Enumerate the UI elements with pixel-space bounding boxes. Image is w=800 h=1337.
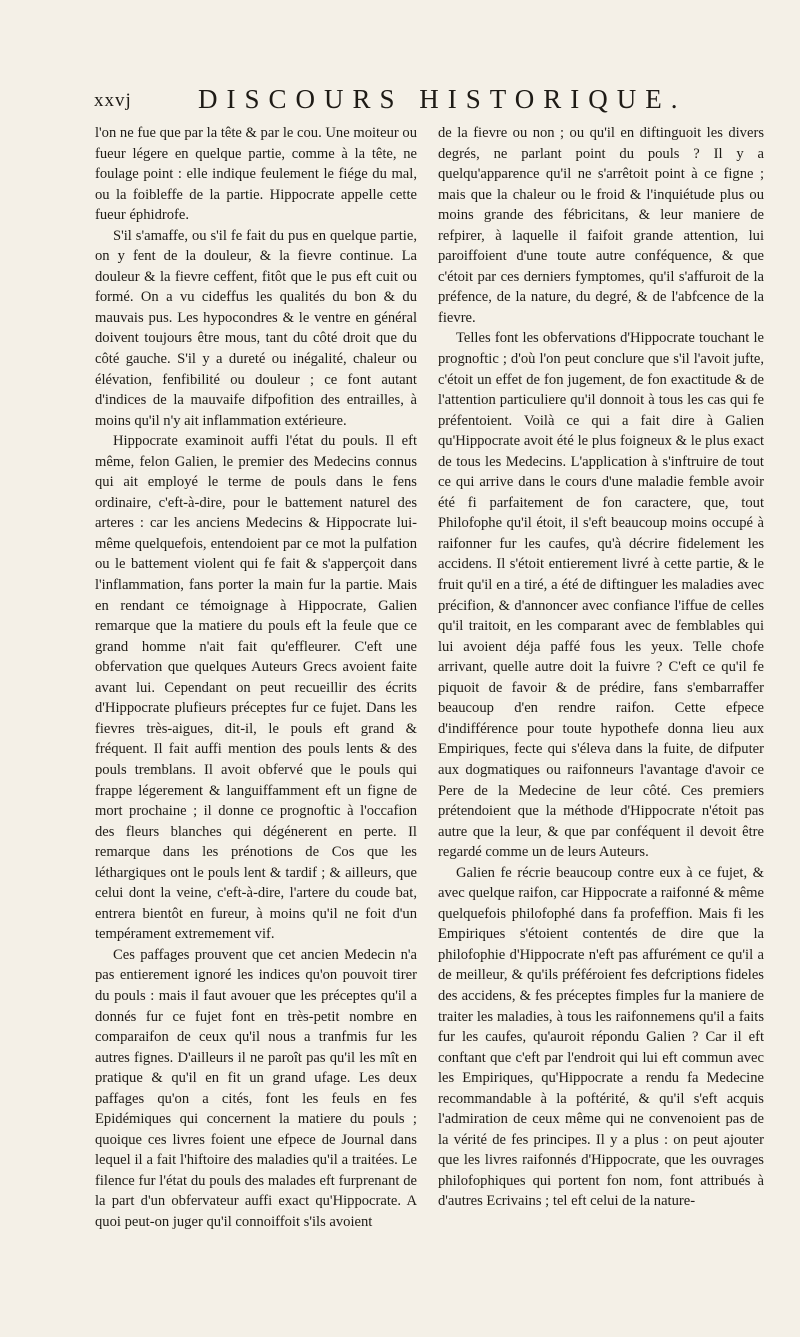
paragraph: S'il s'amaffe, ou s'il fe fait du pus en quelque partie, on y fent de la douleur, & la fievre continue. La douleur & la fievre ceffent, fitôt que le pus eft cuit ou formé. On a vu cideffus les qualités du bon & du mauvais pus. Les hypocondres & le ventre en général doivent toujours être mous, tant du côté droit que du côté gauche. S'il y a dureté ou inégalité, chaleur ou élévation, fenfibilité ou douleur ; ce font autant d'indices de la mauvaife difpofition des entrailles, à moins qu'il n'y ait inflammation extérieure. (95, 227, 417, 429)
paragraph: l'on ne fue que par la tête & par le cou. Une moiteur ou fueur légere en quelque partie, comme à la tête, ne foulage point : elle indique feulement le fiége du mal, ou la foibleffe de la partie. Hippocrate appelle cette fueur éphidrofe. (95, 125, 417, 224)
paragraph: Hippocrate examinoit auffi l'état du pouls. Il eft même, felon Galien, le premier des Medecins connus qui ait employé le terme de pouls dans le fens ordinaire, c'eft-à-dire, pour le battement naturel des arteres : car les anciens Medecins & Hippocrate lui-même quelquefois, entendoient par ce mot la pulfation ou le battement violent qui fe fait & s'apperçoit dans l'inflammation, fans porter la main fur la partie. Mais en rendant ce témoignage à Hippocrate, Galien remarque que la matiere du pouls eft la feule que ce grand homme n'ait fait qu'effleurer. C'eft une obfervation que quelques Auteurs Grecs avoient faite avant lui. Cependant on peut recueillir des écrits d'Hippocrate plufieurs préceptes fur ce fujet. Dans les fievres très-aigues, dit-il, le pouls eft grand & fréquent. Il fait auffi mention des pouls lents & des pouls tremblans. Il avoit obfervé que le pouls qui frappe légerement & languiffamment eft un figne de mort prochaine ; il donne ce prognoftic à l'occafion des fleurs blanches qui dégénerent en perte. Il remarque dans les prénotions de Cos que les léthargiques ont le pouls lent & tardif ; & ailleurs, que celui dont la veine, c'eft-à-dire, l'artere du coude bat, entrera bientôt en fureur, à moins qu'il ne foit d'un tempérament extremement vif. (95, 433, 417, 943)
running-title: DISCOURS HISTORIQUE. (198, 84, 687, 114)
left-column (95, 123, 417, 1233)
right-column (438, 123, 764, 1212)
page-header (94, 84, 774, 118)
paragraph: de la fievre ou non ; ou qu'il en diftinguoit les divers degrés, ne parlant point du pouls ? Il y a quelqu'apparence qu'il ne s'arrêtoit point à ce figne ; mais que la chaleur ou le froid & l'inquiétude plus ou moins grande des fébricitans, & leur maniere de refpirer, à laquelle il faifoit grande attention, lui paroiffoient d'une toute autre conféquence, & que c'étoit par ces derniers fymptomes, qu'il s'affuroit de la préfence, de la nature, du degré, & de l'abfcence de la fievre. (438, 125, 764, 326)
paragraph: Ces paffages prouvent que cet ancien Medecin n'a pas entierement ignoré les indices qu'on pouvoit tirer du pouls : mais il faut avouer que les préceptes qu'il a donnés fur ce fujet font en très-petit nombre en comparaifon de ceux qu'il nous a tranfmis fur les autres fignes. D'ailleurs il ne paroît pas qu'il les mît en pratique & qu'il en fit un grand ufage. Les deux paffages qu'on a cités, font les feuls en fes Epidémiques qui concernent la matiere du pouls ; quoique ces livres foient une efpece de Journal dans lequel il a fait l'hiftoire des maladies qu'il a traitées. Le filence fur l'état du pouls des malades eft furprenant de la part d'un obfervateur auffi exact qu'Hippocrate. A quoi peut-on juger qu'il connoiffoit s'ils avoient (95, 946, 417, 1230)
paragraph: Galien fe récrie beaucoup contre eux à ce fujet, & avec quelque raifon, car Hippocrate a raifonné & même quelquefois philofophé dans fa profeffion. Mais fi les Empiriques s'étoient contentés de dire que la philofophie d'Hippocrate n'eft pas affurément ce qu'il a de meilleur, & qu'ils préféroient fes defcriptions fideles des accidens, & fes préceptes fimples fur la maniere de traiter les maladies, à tous les raifonnemens qu'il a faits fur les caufes, qu'auroit répondu Galien ? Car il eft conftant que c'eft par l'endroit qui lui eft commun avec les Empiriques, qu'Hippocrate a rendu fa Medecine recommandable à la poftérité, & qu'il s'eft acquis l'admiration de ceux même qui ne convenoient pas de la vérité de fes principes. Il y a plus : on peut ajouter que les livres raifonnés d'Hippocrate, que les ouvrages philofophiques qui portent fon nom, font attribués à d'autres Ecrivains ; tel eft celui de la nature- (438, 864, 764, 1210)
paragraph: Telles font les obfervations d'Hippocrate touchant le prognoftic ; d'où l'on peut conclure que s'il l'avoit jufte, c'étoit un effet de fon jugement, de fon exactitude & de l'attention particuliere qu'il donnoit à tous les cas qui fe préfentoient. Voilà ce qui a fait dire à Galien qu'Hippocrate avoit été le plus foigneux & le plus exact de tous les Medecins. L'application à s'inftruire de tout ce qui arrive dans le cours d'une maladie femble avoir été fi parfaitement de fon caractere, que, tout Philofophe qu'il étoit, il s'eft beaucoup moins occupé à raifonner fur les caufes, qu'à décrire fidelement les accidens. Il s'étoit entierement livré à cette partie, & le fruit qu'il en a tiré, a été de diftinguer les maladies avec précifion, & d'annoncer avec confiance l'iffue de celles qu'il traitoit, en les comparant avec de femblables qui lui avoient déja paffé fous les yeux. Telle chofe arrivant, quelle autre doit la fuivre ? C'eft ce qu'il fe piquoit de favoir & de prédire, fans s'embarraffer beaucoup d'en rendre raifon. Cette efpece d'indifférence pour toute hypothefe donna lieu aux Empiriques, fecte qui s'éleva dans la fuite, de difputer aux dogmatiques ou raifonneurs l'avantage d'avoir ce Pere de la Medecine de leur côté. Ces premiers prétendoient que la méthode d'Hippocrate n'étoit pas autre que la leur, & que par conféquent il devoit être regardé comme un de leurs Auteurs. (438, 330, 764, 861)
page-number: xxvj (94, 90, 132, 111)
